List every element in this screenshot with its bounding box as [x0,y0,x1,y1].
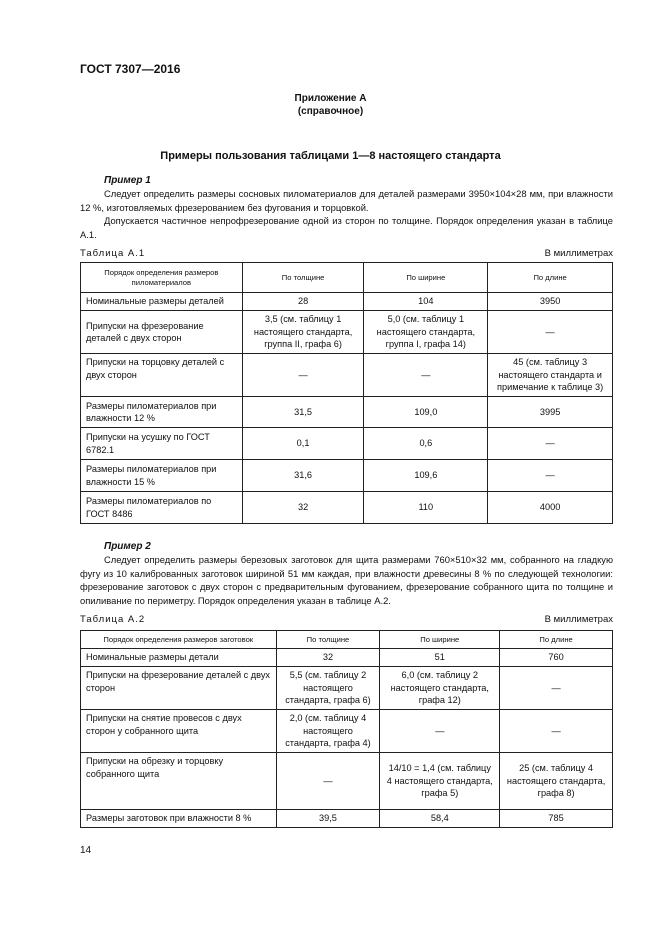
table-cell: 25 (см. таблицу 4 настоящего стандарта, графа 8) [500,753,613,810]
appendix-title: Приложение А [294,93,367,104]
table-row [81,492,613,524]
table-cell: — [488,311,613,354]
column-header: По длине [488,263,613,293]
table-row [81,460,613,492]
table-cell: 4000 [488,492,613,524]
table-cell: 109,6 [364,460,488,492]
table-cell: 32 [276,649,380,667]
table-cell: — [500,710,613,753]
table-cell: Размеры пиломатериалов по ГОСТ 8486 [81,492,243,524]
table-a2 [80,630,613,828]
table2-units: В миллиметрах [544,614,613,625]
table-cell: 51 [380,649,500,667]
table-cell: 5,5 (см. таблицу 2 настоящего стандарта, графа 6) [276,667,380,710]
table-cell: 2,0 (см. таблицу 4 настоящего стандарта, графа 4) [276,710,380,753]
table-row [81,428,613,460]
table1-units: В миллиметрах [544,248,613,259]
table-cell: 45 (см. таблицу 3 настоящего стандарта и примечание к таблице 3) [488,354,613,397]
table-row [81,810,613,828]
column-header: По толщине [242,263,364,293]
table-cell: 32 [242,492,364,524]
example1-paragraph-1: Следует определить размеры сосновых пиломатериалов для деталей размерами 3950×104×28 мм, при влажности 12 %, изготовляемых фрезерованием без фугования и торцовкой. [80,188,613,213]
table-cell: 5,0 (см. таблицу 1 настоящего стандарта, группа I, графа 14) [364,311,488,354]
table-row [81,293,613,311]
table-cell: Припуски на усушку по ГОСТ 6782.1 [81,428,243,460]
table-cell: 109,0 [364,397,488,428]
example1-paragraph-2: Допускается частичное непрофрезерование одной из сторон по толщине. Порядок определения указан в таблице А.1. [80,215,613,240]
table-cell: Припуски на торцовку деталей с двух сторон [81,354,243,397]
table-cell: 6,0 (см. таблицу 2 настоящего стандарта, графа 12) [380,667,500,710]
table-cell: 760 [500,649,613,667]
table-cell: Припуски на обрезку и торцовку собранного щита [81,753,277,810]
example2-title: Пример 2 [104,541,151,552]
example1-title: Пример 1 [104,175,151,186]
table-cell: 28 [242,293,364,311]
table-cell: 3,5 (см. таблицу 1 настоящего стандарта, группа II, графа 6) [242,311,364,354]
section-title: Примеры пользования таблицами 1—8 настоящего стандарта [160,150,501,162]
table-cell: 39,5 [276,810,380,828]
table-row [81,753,613,810]
table-cell: 104 [364,293,488,311]
table-cell: Номинальные размеры деталей [81,293,243,311]
table-cell: 31,6 [242,460,364,492]
table-row [81,649,613,667]
table1-caption: Таблица А.1 [80,248,146,259]
column-header: По длине [500,631,613,649]
table-cell: 31,5 [242,397,364,428]
table-cell: 3995 [488,397,613,428]
table-cell: Размеры пиломатериалов при влажности 15 % [81,460,243,492]
table-cell: Номинальные размеры детали [81,649,277,667]
table-cell: — [242,354,364,397]
column-header: Порядок определения размеров пиломатериалов [81,263,243,293]
example2-text [80,553,613,607]
table-cell: Размеры заготовок при влажности 8 % [81,810,277,828]
table-a1 [80,262,613,524]
table-cell: — [500,667,613,710]
table-cell: — [488,460,613,492]
table-cell: — [488,428,613,460]
column-header: По ширине [364,263,488,293]
table-cell: 0,6 [364,428,488,460]
column-header: По ширине [380,631,500,649]
table-cell: Припуски на снятие провесов с двух сторон у собранного щита [81,710,277,753]
table-row [81,667,613,710]
table-cell: Припуски на фрезерование деталей с двух сторон [81,667,277,710]
page-number: 14 [80,845,92,856]
table-cell: 58,4 [380,810,500,828]
table-header-row [81,263,613,293]
table-cell: — [276,753,380,810]
table-row [81,710,613,753]
table-cell: 785 [500,810,613,828]
table-row [81,354,613,397]
column-header: По толщине [276,631,380,649]
standard-header: ГОСТ 7307—2016 [80,62,181,76]
appendix-subtitle: (справочное) [297,106,364,117]
table-cell: 3950 [488,293,613,311]
table-row [81,397,613,428]
column-header: Порядок определения размеров заготовок [81,631,277,649]
table-cell: Размеры пиломатериалов при влажности 12 % [81,397,243,428]
example2-paragraph-1: Следует определить размеры березовых заготовок для щита размерами 760×510×32 мм, собранного на гладкую фугу из 10 калиброванных заготовок шириной 51 мм каждая, при влажности древесины 8 % по следующей технологии: фрезерование заготовок с двух сторон с предварительным фугованием, фрезерование собранного щита по толщине и опиливание по периметру. Порядок определения указан в таблице А.2. [80,554,613,606]
table-row [81,311,613,354]
table-header-row [81,631,613,649]
table-cell: 110 [364,492,488,524]
table-cell: — [364,354,488,397]
table2-caption: Таблица А.2 [80,614,146,625]
example1-text [80,187,613,241]
table-cell: 14/10 = 1,4 (см. таблицу 4 настоящего стандарта, графа 5) [380,753,500,810]
table-cell: — [380,710,500,753]
table-cell: Припуски на фрезерование деталей с двух сторон [81,311,243,354]
table-cell: 0,1 [242,428,364,460]
